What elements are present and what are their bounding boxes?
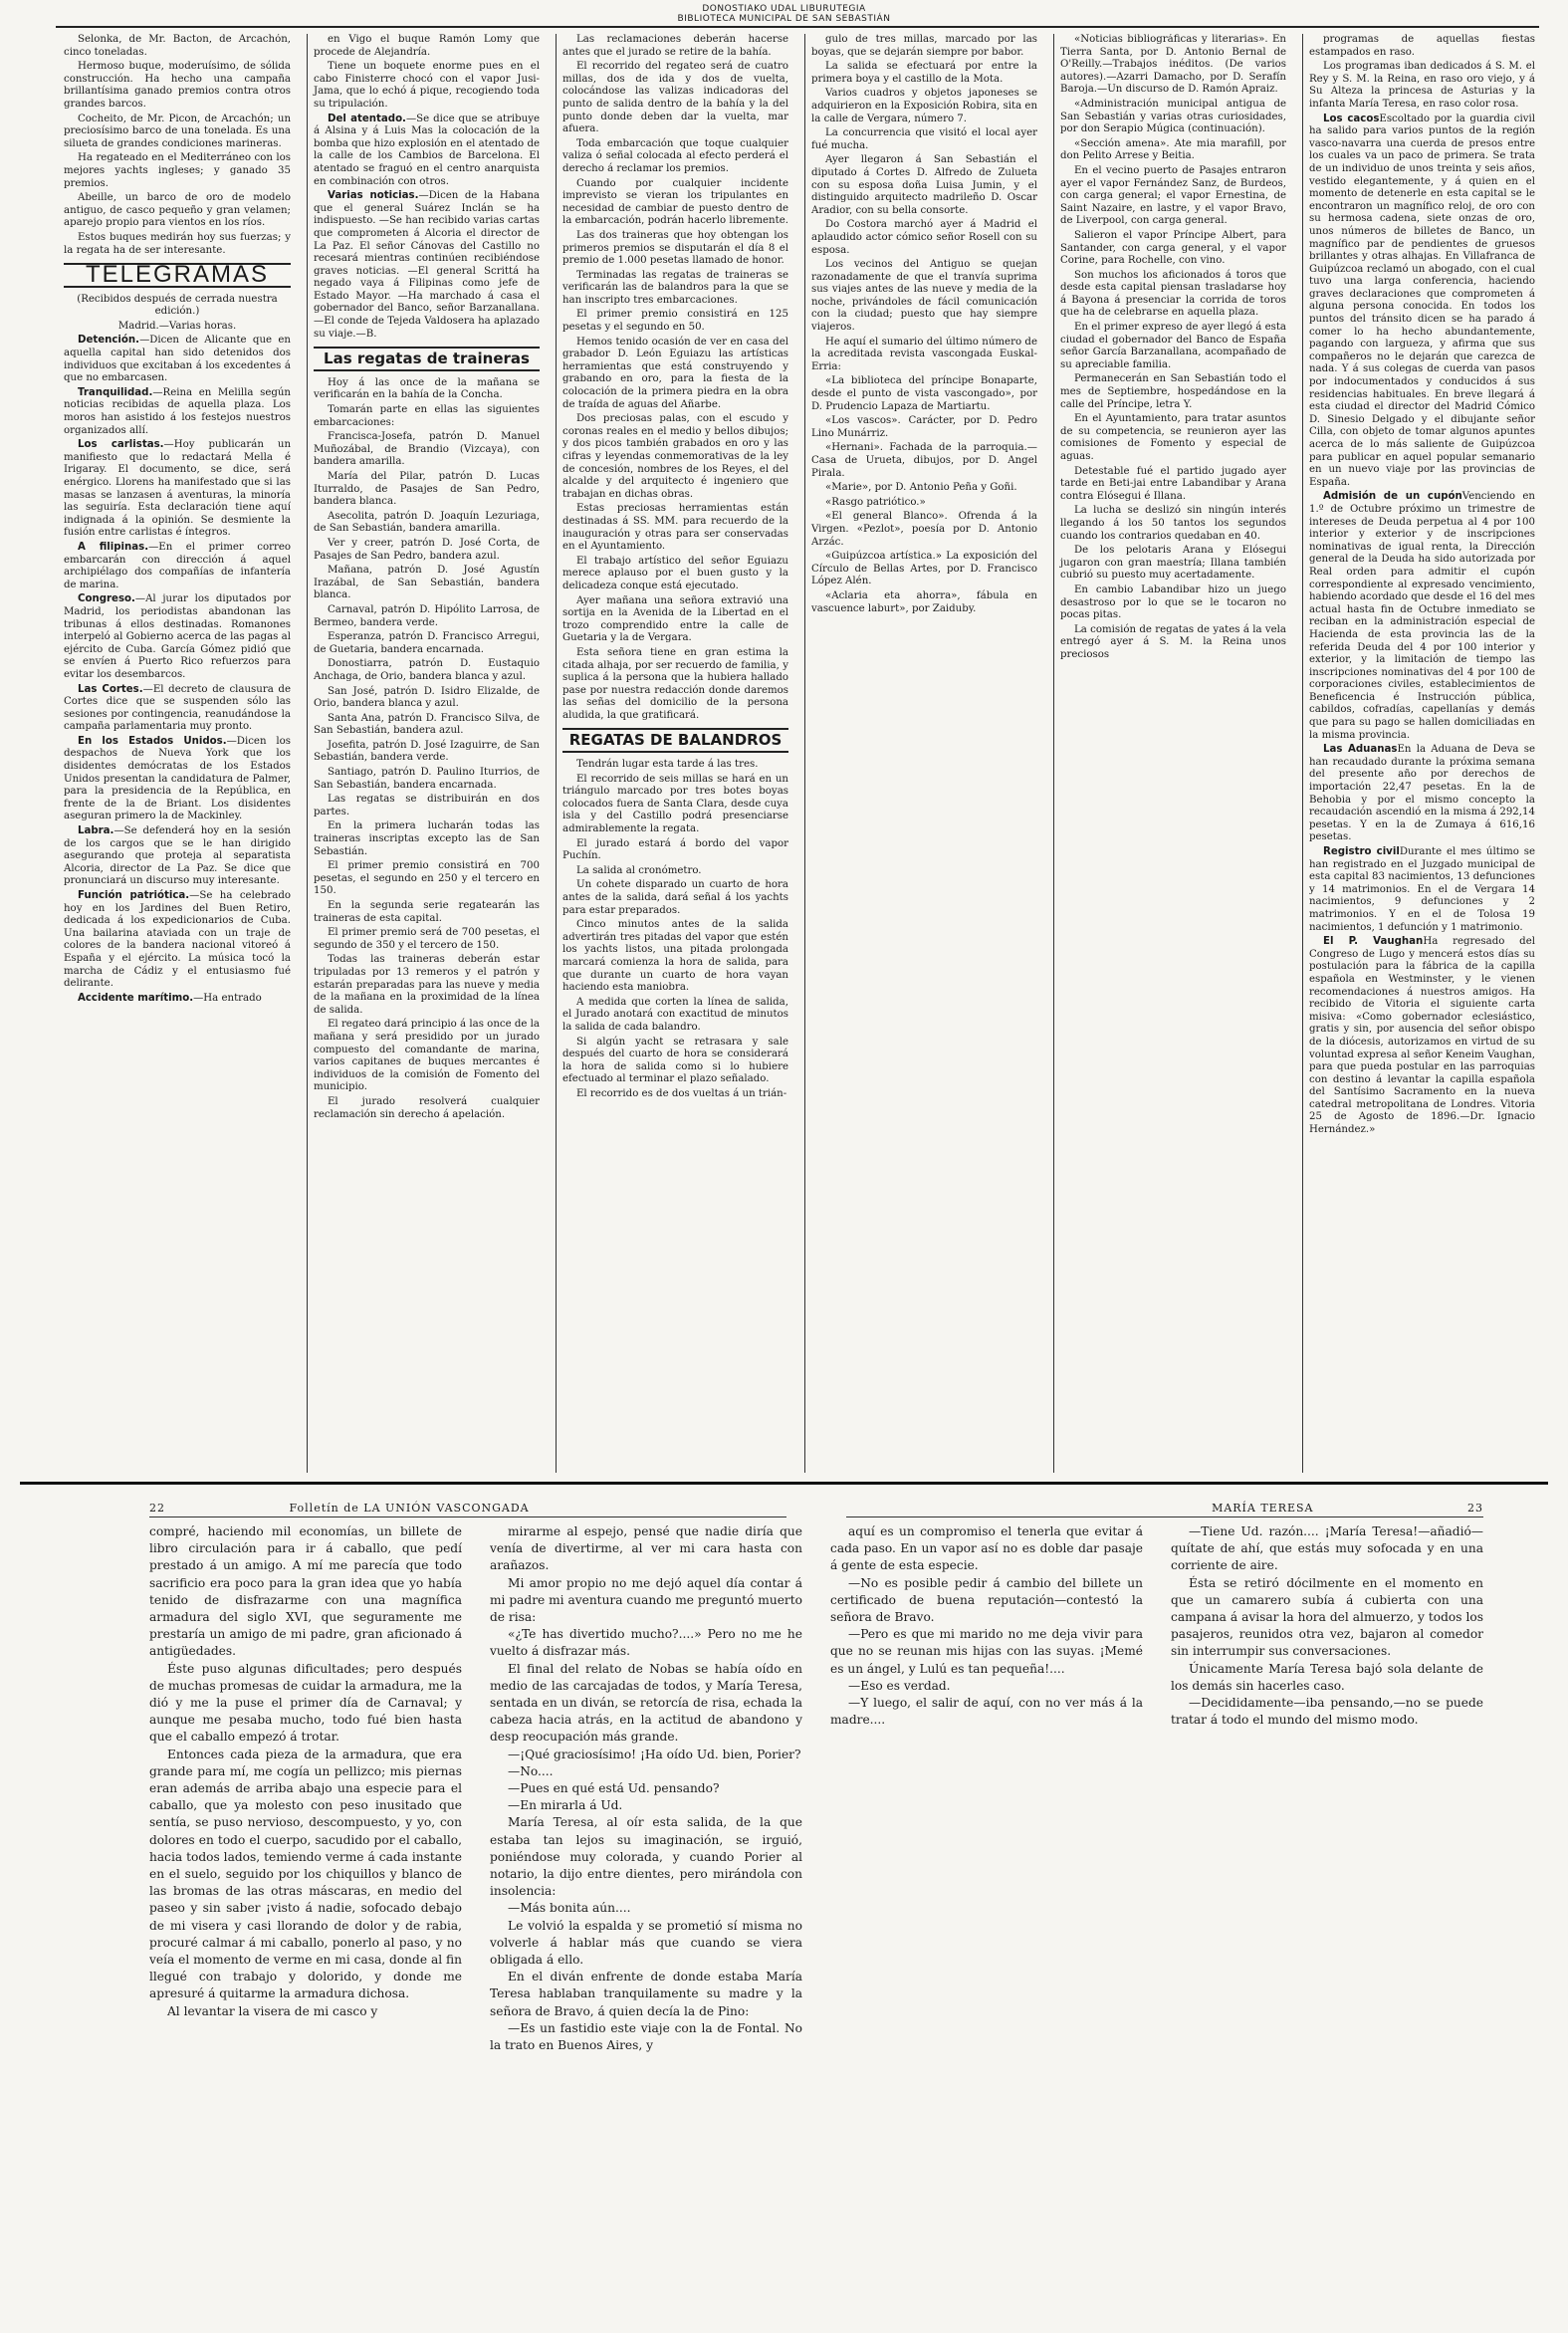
paragraph: El regateo dará principio á las once de la mañana y será presidido por un jurado compuesto del comandante de marina, varios capitanes de buques mercantes é individuos de la comisión de Fomento del municipio.	[314, 1019, 540, 1093]
paragraph: Las dos traineras que hoy obtengan los primeros premios se disputarán el día 8 el premio de 1.000 pesetas llamado de honor.	[562, 229, 788, 267]
novel-paragraph: Éste puso algunas dificultades; pero después de muchas promesas de cuidar la armadura, me la dió y me la puse el primer día de Carnaval; y aunque me pesaba mucho, todo fué bien hasta que el caballo empezó á trotar.	[149, 1661, 462, 1745]
paragraph: En la primera lucharán todas las traineras inscriptas excepto las de San Sebastián.	[314, 820, 540, 857]
paragraph: Hermoso buque, moderuísimo, de sólida construcción. Ha hecho una campaña brillantísima ganado premios contra otros grandes barcos.	[64, 61, 291, 110]
paragraph: Los programas iban dedicados á S. M. el Rey y S. M. la Reina, en raso oro viejo, y á Su Alteza la princesa de Asturias y la infanta María Teresa, en raso color rosa.	[1309, 61, 1535, 110]
paragraph: Cinco minutos antes de la salida advertirán tres pitadas del vapor que estén los yachts listos, una pitada prolongada marcará comienza la hora de salida, para que durante un cuarto de hora vayan haciendo esta maniobra.	[562, 919, 788, 994]
news-item-head: Accidente marítimo.	[78, 992, 194, 1004]
telegramas-place: Madrid.—Varias horas.	[117, 320, 237, 332]
news-item	[1309, 491, 1535, 742]
novel-paragraph: —Eso es verdad.	[848, 1678, 951, 1693]
paragraph: Santa Ana, patrón D. Francisco Silva, de San Sebastián, bandera azul.	[314, 712, 540, 737]
novel-title: MARÍA TERESA	[1212, 1502, 1314, 1515]
paragraph: María del Pilar, patrón D. Lucas Iturraldo, de Pasajes de San Pedro, bandera blanca.	[314, 471, 540, 508]
news-item-head: Tranquilidad.	[78, 386, 153, 398]
paragraph: «El general Blanco». Ofrenda á la Virgen. «Pezlot», poesía por D. Antonio Arzác.	[811, 511, 1037, 548]
news-item-text: —Dicen de Alicante que en aquella capital han sido detenidos dos individuos que excitaban á los excedentes á que no embarcasen.	[64, 335, 291, 384]
novel-paragraph: Al levantar la visera de mi casco y	[167, 2003, 378, 2018]
top-rule	[56, 26, 1539, 28]
paragraph: En el primer expreso de ayer llegó á esta ciudad el gobernador del Banco de España señor García Barzanallana, acompañado de su apreciable familia.	[1060, 322, 1286, 370]
paragraph: Ver y creer, patrón D. José Corta, de Pasajes de San Pedro, bandera azul.	[314, 537, 540, 562]
news-item-head: Labra.	[78, 825, 114, 837]
paragraph: Selonka, de Mr. Bacton, de Arcachón, cinco toneladas.	[64, 34, 291, 58]
paragraph: He aquí el sumario del último número de la acreditada revista vascongada Euskal-Erria:	[811, 336, 1037, 372]
paragraph: El jurado estará á bordo del vapor Puchín.	[562, 837, 788, 862]
paragraph: Hemos tenido ocasión de ver en casa del grabador D. León Eguiazu las artísticas herramientas que está construyendo y grabando en oro, para la fiesta de la colocación de la primera piedra en la obra de traída de aguas del Añarbe.	[562, 336, 788, 410]
paragraph: En la segunda serie regatearán las traineras de esta capital.	[314, 900, 540, 924]
paragraph: Los vecinos del Antiguo se quejan razonadamente de que el tranvía suprima sus viajes antes de las nueve y media de la noche, privándoles de fácil comunicación con la ciudad; puesto que hay siempre viajeros.	[811, 259, 1037, 334]
paragraph: De los pelotaris Arana y Elósegui jugaron con gran maestría; Illana también cubrió su puesto muy acertadamente.	[1060, 545, 1286, 582]
paragraph: «Hernani». Fachada de la parroquia.—Casa de Urueta, dibujos, por D. Angel Pirala.	[811, 442, 1037, 479]
paragraph: El recorrido es de dos vueltas á un trián-	[576, 1087, 787, 1099]
news-item-head: En los Estados Unidos.	[78, 735, 227, 747]
paragraph: Terminadas las regatas de traineras se verificarán las de balandros para la que se han inscripto tres embarcaciones.	[562, 269, 788, 306]
novel-paragraph: —Es un fastidio este viaje con la de Fontal. No la trato en Buenos Aires, y	[490, 2020, 802, 2053]
telegramas-note: (Recibidos después de cerrada nuestra edición.)	[77, 293, 278, 318]
news-item-text: —Ha entrado	[193, 992, 262, 1004]
column-6	[1302, 34, 1541, 1473]
paragraph: Varios cuadros y objetos japoneses se adquirieron en la Exposición Robira, sita en la calle de Vergara, número 7.	[811, 88, 1038, 124]
novel-paragraph: —En mirarla á Ud.	[508, 1798, 623, 1813]
paragraph: Esperanza, patrón D. Francisco Arregui, de Guetaria, bandera encarnada.	[314, 631, 540, 655]
news-item	[64, 684, 291, 734]
paragraph: La lucha se deslizó sin ningún interés llegando á los 50 tantos los segundos cuando los contrarios quedaban en 40.	[1060, 505, 1286, 542]
paragraph: Mañana, patrón D. José Agustín Irazábal, de San Sebastián, bandera blanca.	[314, 565, 540, 601]
folletin-column-3	[830, 1523, 1143, 2320]
paragraph: Carnaval, patrón D. Hipólito Larrosa, de Bermeo, bandera verde.	[314, 603, 540, 628]
news-item-text: —Reina en Melilla según noticias recibidas de aquella plaza. Los moros han asistido á los festejos nuestros organizados allí.	[64, 386, 291, 436]
news-item-head: Los cacos	[1323, 113, 1380, 124]
news-item	[64, 736, 291, 823]
novel-paragraph: Entonces cada pieza de la armadura, que era grande para mí, me cogía un pellizco; mis piernas eran además de arriba abajo una especie para el caballo, que ya molesto con peso inusitado que sentía, se puso nervioso, descompuesto, y yo, con dolores en todo el cuerpo, sacudido por el caballo, hacia todos lados, temiendo verme á cada instante en el suelo, seguido por los chiquillos y blanco de las bromas de las otras máscaras, en medio del paseo y sin saber ¡visto á nadie, sofocado debajo de mi visera y casi llorando de dolor y de rabia, procuré calmar á mi caballo, ponerlo al paso, y no veía el momento de verme en mi casa, donde al fin llegué con trabajo y dolorido, y donde me apresuré á quitarme la armadura dichosa.	[149, 1747, 462, 2001]
paragraph: «La biblioteca del príncipe Bonaparte, desde el punto de vista vascongado», por D. Prudencio Lapaza de Martiartu.	[811, 375, 1037, 412]
novel-paragraph: compré, haciendo mil economías, un billete de libro circulación para ir á caballo, que pedí prestado á un amigo. A mí me parecía que todo sacrificio era poco para la gran idea que yo había tenido de disfrazarme con una magnífica armadura del siglo XVI, que seguramente me prestaría un amigo de mi padre, gran aficionado á antigüedades.	[149, 1524, 462, 1659]
paragraph: El jurado resolverá cualquier reclamación sin derecho á apelación.	[314, 1095, 540, 1120]
novel-paragraph: Mi amor propio no me dejó aquel día contar á mi padre mi aventura cuando me preguntó muerto de risa:	[490, 1575, 802, 1625]
paragraph: «Guipúzcoa artística.» La exposición del Círculo de Bellas Artes, por D. Francisco López Alén.	[811, 551, 1037, 587]
news-item-text: Durante el mes último se han registrado en el Juzgado municipal de esta capital 83 nacimientos, 13 defunciones y 14 matrimonios. En el de Vergara 14 nacimientos, 9 defunciones y 2 matrimonios. Y en el de Tolosa 19 nacimientos, 1 defunción y 1 matrimonio.	[1309, 846, 1535, 933]
paragraph: Dos preciosas palas, con el escudo y coronas reales en el medio y bellos dibujos; y dos picos también grabados en oro y las cifras y leyendas conmemorativas de la ley de concesión, nombres de los Reyes, el del alcalde y del arquitecto é ingeniero que trabajan en dichas obras.	[562, 413, 788, 500]
news-item	[64, 387, 291, 437]
paragraph: Un cohete disparado un cuarto de hora antes de la salida, dará señal á los yachts para estar preparados.	[562, 879, 788, 916]
news-item-text: —Se defenderá hoy en la sesión de los cargos que se le han dirigido asegurando que proteja al separatista Alcoria, director de La Paz. Se dice que pronunciará un discurso muy interesante.	[64, 825, 291, 887]
page-number-left: 22	[149, 1502, 165, 1515]
novel-paragraph: —Pero es que mi marido no me deja vivir para que no se reunan mis hijas con las suyas. ¡Memé es un ángel, y Lulú es tan pequeña!....	[830, 1627, 1143, 1676]
novel-paragraph: Le volvió la espalda y se prometió sí misma no volverle á hablar más que cuando se viera obligada á ello.	[490, 1918, 802, 1968]
news-item-head: El P. Vaughan	[1323, 936, 1424, 948]
paragraph: El primer premio consistirá en 125 pesetas y el segundo en 50.	[562, 309, 788, 334]
news-item	[64, 593, 291, 681]
novel-paragraph: —Tiene Ud. razón.... ¡María Teresa!—añadió—quítate de ahí, que estás muy sofocada y en una corriente de aire.	[1171, 1524, 1483, 1573]
paragraph: Ha regateado en el Mediterráneo con los mejores yachts ingleses; y ganado 35 premios.	[64, 152, 291, 189]
paragraph: En el Ayuntamiento, para tratar asuntos de su competencia, se reunieron ayer las comisiones de Fomento y especial de aguas.	[1060, 413, 1286, 462]
news-item-head: Congreso.	[78, 593, 135, 605]
folletin-column-1	[149, 1523, 462, 2320]
paragraph: Abeille, un barco de oro de modelo antiguo, de casco pequeño y gran velamen; aparejo propio para vientos en los ríos.	[64, 192, 291, 229]
novel-paragraph: mirarme al espejo, pensé que nadie diría que venía de divertirme, al ver mi cara hasta con arañazos.	[490, 1524, 802, 1573]
column-5	[1053, 34, 1292, 1473]
paragraph: Si algún yacht se retrasara y sale después del cuarto de hora se considerará la hora de salida como si lo hubiere efectuado al terminar el plazo señalado.	[562, 1036, 788, 1085]
paragraph: La salida al cronómetro.	[576, 864, 702, 876]
paragraph: «Rasgo patriótico.»	[825, 496, 926, 508]
column-3	[556, 34, 794, 1473]
paragraph: Tomarán parte en ellas las siguientes embarcaciones:	[314, 404, 540, 428]
paragraph: Salieron el vapor Príncipe Albert, para Santander, con carga general, y el vapor Corine, para Rochelle, con vino.	[1060, 229, 1286, 267]
news-item	[1309, 114, 1535, 490]
news-item	[1309, 744, 1535, 844]
paragraph: El recorrido del regateo será de cuatro millas, dos de ida y dos de vuelta, colocándose las valizas indicadoras del punto de salida dentro de la bahía y la del punto donde deben dar la vuelta, mar afuera.	[562, 61, 788, 135]
novel-paragraph: —Más bonita aún....	[508, 1901, 631, 1916]
paragraph: Tendrán lugar esta tarde á las tres.	[576, 759, 759, 771]
news-item	[314, 114, 540, 189]
paragraph: Asecolita, patrón D. Joaquín Lezuriaga, de San Sebastián, bandera amarilla.	[314, 510, 540, 535]
novel-paragraph: María Teresa, al oír esta salida, de la que estaba tan lejos su imaginación, se irguió, poniéndose muy colorada, y cuando Porier al notario, la dijo entre dientes, pero mirándola con insolencia:	[490, 1815, 802, 1899]
news-item	[314, 190, 540, 341]
paragraph: Santiago, patrón D. Paulino Iturrios, de San Sebastián, bandera encarnada.	[314, 767, 540, 791]
paragraph: «Marie», por D. Antonio Peña y Goñi.	[825, 482, 1017, 494]
novel-paragraph: Únicamente María Teresa bajó sola delante de los demás sin hacerles caso.	[1171, 1661, 1483, 1693]
paragraph: Donostiarra, patrón D. Eustaquio Anchaga, de Orio, bandera blanca y azul.	[314, 658, 540, 682]
paragraph: A medida que corten la línea de salida, el Jurado anotará con exactitud de minutos la salida de cada balandro.	[562, 996, 788, 1033]
news-item	[64, 335, 291, 384]
news-item	[1309, 846, 1535, 934]
paragraph: «Sección amena». Ate mia marafill, por don Pelito Arrese y Beitia.	[1060, 137, 1286, 162]
news-item-head: A filipinas.	[78, 541, 149, 553]
news-item-head: Detención.	[78, 335, 140, 347]
news-item-head: Varias noticias.	[328, 190, 419, 202]
paragraph: Todas las traineras deberán estar tripuladas por 13 remeros y el patrón y estarán preparadas para las nueve y media de la mañana en la proximidad de la línea de salida.	[314, 954, 540, 1016]
column-1	[58, 34, 297, 1473]
news-item-text: —El decreto de clausura de Cortes dice que se suspenden sólo las sesiones por contingencia, reanudándose la campaña parlamentaria muy pronto.	[64, 683, 291, 733]
news-item	[64, 542, 291, 591]
paragraph: Estos buques medirán hoy sus fuerzas; y la regata ha de ser interesante.	[64, 231, 291, 256]
novel-paragraph: El final del relato de Nobas se había oído en medio de las carcajadas de todos, y María Teresa, sentada en un diván, se retorcía de risa, echada la cabeza hacia atrás, en la actitud de abandono y desp reocupación más grande.	[490, 1661, 802, 1745]
paragraph: San José, patrón D. Isidro Elizalde, de Orio, bandera blanca y azul.	[314, 685, 540, 710]
novel-paragraph: aquí es un compromiso el tenerla que evitar á cada paso. En un vapor así no es doble dar pasaje á gente de esta especie.	[830, 1524, 1143, 1573]
paragraph: Hoy á las once de la mañana se verificarán en la bahía de la Concha.	[314, 376, 540, 401]
paragraph: «Administración municipal antigua de San Sebastián y varias otras curiosidades, por don Serapio Múgica (continuación).	[1060, 98, 1286, 135]
novel-paragraph: —Decididamente—iba pensando,—no se puede tratar á todo el mundo del mismo modo.	[1171, 1696, 1483, 1728]
news-item-text: —Se ha celebrado hoy en los Jardines del Buen Retiro, dedicada á los expedicionarios de Cuba. Una bailarina ataviada con un traje de colores de la bandera nacional vitoreó á España y el ejército. La música tocó la marcha de Cádiz y el entusiasmo fué delirante.	[64, 890, 291, 990]
news-item-head: Del atentado.	[328, 113, 406, 124]
news-item-head: Los carlistas.	[78, 439, 164, 451]
news-item-text: —Dicen de la Habana que el general Suárez Inclán se ha indispuesto. —Se han recibido varias cartas que comprometen á Alcoria el director de La Paz. El señor Cánovas del Castillo no recesará mientras continúen recibiéndose graves noticias. —El general Scrittá ha negado vaya á Filipinas como jefe de Estado Mayor. —Ha marchado á casa el gobernador del Banco, señor Barzanallana. —El conde de Tejeda Valdosera ha aplazado su viaje.—B.	[314, 190, 541, 340]
stamp-line-2: BIBLIOTECA MUNICIPAL DE SAN SEBASTIÁN	[677, 14, 891, 24]
newspaper-columns	[58, 34, 1541, 1473]
paragraph: El primer premio será de 700 pesetas, el segundo de 350 y el tercero de 150.	[314, 927, 540, 951]
paragraph: «Los vascos». Carácter, por D. Pedro Lino Munárriz.	[811, 415, 1037, 439]
paragraph: En cambio Labandibar hizo un juego desastroso por lo que se le tocaron no pocas pitas.	[1060, 583, 1286, 621]
novel-paragraph: —¡Qué graciosísimo! ¡Ha oído Ud. bien, Porier?	[508, 1747, 801, 1761]
folletin-divider	[20, 1482, 1548, 1485]
stamp-line-1: DONOSTIAKO UDAL LIBURUTEGIA	[702, 4, 866, 14]
novel-paragraph: —No es posible pedir á cambio del billete un certificado de buena reputación—contestó la señora de Bravo.	[830, 1575, 1143, 1625]
paragraph: Toda embarcación que toque cualquier valiza ó señal colocada al efecto perderá el derecho á reclamar los premios.	[562, 137, 788, 174]
paragraph: Francisca-Josefa, patrón D. Manuel Muñozábal, de Brandio (Vizcaya), con bandera amarilla.	[314, 431, 540, 468]
novel-paragraph: «¿Te has divertido mucho?....» Pero no me he vuelto á disfrazar más.	[490, 1627, 802, 1659]
paragraph: La concurrencia que visitó el local ayer fué mucha.	[811, 127, 1037, 151]
paragraph: El trabajo artístico del señor Eguiazu merece aplauso por el buen gusto y la delicadeza conque está ejecutado.	[562, 555, 788, 591]
news-item-text: —Dicen los despachos de Nueva York que los disidentes demócratas de los Estados Unidos presentan la candidatura de Palmer, para la presidencia de la República, en frente de la de Briant. Los disidentes aseguran primero la de Mackinley.	[64, 735, 291, 822]
paragraph: Son muchos los aficionados á toros que desde esta capital piensan trasladarse hoy á Bayona á presenciar la corrida de toros que ha de celebrarse en aquella plaza.	[1060, 269, 1286, 319]
paragraph: Esta señora tiene en gran estima la citada alhaja, por ser recuerdo de familia, y suplica á la persona que la hubiera hallado pase por nuestra redacción donde daremos las señas del domicilio de la persona aludida, la que gratificará.	[562, 646, 788, 721]
paragraph: «Aclaria eta ahorra», fábula en vascuence laburt», por Zaiduby.	[811, 589, 1037, 614]
regatas-balandros-heading: REGATAS DE BALANDROS	[562, 728, 788, 753]
folletin-left-header	[149, 1502, 786, 1517]
page-number-right: 23	[1467, 1502, 1483, 1515]
paragraph: Las regatas se distribuirán en dos partes.	[314, 794, 540, 817]
paragraph: Josefita, patrón D. José Izaguirre, de San Sebastián, bandera verde.	[314, 739, 540, 764]
paragraph: Cuando por cualquier incidente imprevisto se vieran los tripulantes en necesidad de cambiar de puesto dentro de la embarcación, podrán hacerlo libremente.	[562, 177, 788, 227]
news-item-text: —Se dice que se atribuye á Alsina y á Luis Mas la colocación de la bomba que hizo explosión en el atentado de la calle de los Cambios de Barcelona. El atentado se fraguó en el centro anarquista en combinación con otros.	[314, 113, 540, 187]
paragraph: Permanecerán en San Sebastián todo el mes de Septiembre, hospedándose en la calle del Príncipe, letra Y.	[1060, 373, 1286, 410]
folletin-column-4	[1171, 1523, 1483, 2320]
folletin-title: Folletín de LA UNIÓN VASCONGADA	[289, 1502, 530, 1515]
novel-paragraph: —No....	[508, 1763, 554, 1778]
news-item-head: Admisión de un cupón	[1323, 491, 1462, 503]
news-item-text: —En el primer correo embarcarán con dirección á aquel archipiélago dos compañías de infantería de marina.	[64, 541, 292, 590]
news-item-head: Función patriótica.	[78, 890, 190, 901]
paragraph: Do Costora marchó ayer á Madrid el aplaudido actor cómico señor Rosell con su esposa.	[811, 219, 1037, 256]
folletin-column-2	[490, 1523, 802, 2320]
paragraph: Tiene un boquete enorme pues en el cabo Finisterre chocó con el vapor Jusi-Jama, que lo echó á pique, recogiendo toda su tripulación.	[314, 61, 540, 110]
paragraph: gulo de tres millas, marcado por las boyas, que se dejarán siempre por babor.	[811, 34, 1037, 58]
news-item-head: Las Aduanas	[1323, 744, 1398, 756]
column-4	[804, 34, 1043, 1473]
news-item	[64, 890, 291, 991]
folletin-right-header	[846, 1502, 1483, 1517]
paragraph: programas de aquellas fiestas estampados en raso.	[1309, 34, 1535, 58]
paragraph: La comisión de regatas de yates á la vela entregó ayer á S. M. la Reina unos preciosos	[1060, 623, 1286, 660]
paragraph: Las reclamaciones deberán hacerse antes que el jurado se retire de la bahía.	[562, 34, 788, 58]
novel-paragraph: —Pues en qué está Ud. pensando?	[508, 1781, 720, 1796]
news-item	[64, 825, 291, 888]
news-item	[64, 993, 291, 1006]
news-item-head: Las Cortes.	[78, 683, 143, 695]
news-item-text: Escoltado por la guardia civil ha salido para varios puntos de la región vasco-navarra una cuerda de presos entre los cuales va un paco de primera. Se trata de un individuo de unos treinta y seis años, vestido elegantemente, y á quien en el momento de detenerle en esta capital se le encontraron un magnífico reloj, de oro con su hermosa cadena, siete onzas de oro, unos números de billetes de Banco, un magnífico par de pendientes de gruesos brillantes y otras alhajas. En Villafranca de Guipúzcoa reclamó un abogado, con el cual tuvo una larga conferencia, haciendo graves declaraciones que comprometen á alguna persona conocida. En todos los puntos del tránsito dicen se ha parado á comer lo ha hecho abundantemente, pagando con largueza, y afirma que sus compañeros no le dejarán que carezca de nada. Y á sus colegas de cuerda van pasos por indocumentados y conducidos á sus residencias habituales. En breve llegará á esta ciudad el director del Madrid Cómico D. Sinesio Delgado y el dibujante señor Cilla, con objeto de tomar algunos apuntes acerca de lo más saliente de Guipúzcoa para publicar en aquel popular semanario en un nuevo viaje por las provincias de España.	[1309, 113, 1535, 488]
novel-paragraph: En el diván enfrente de donde estaba María Teresa hablaban tranquilamente su madre y la señora de Bravo, á quien decía la de Pino:	[490, 1970, 802, 2018]
novel-paragraph: Ésta se retiró dócilmente en el momento en que un camarero subía á cubierta con una campana á avisar la hora del almuerzo, y todos los pasajeros, reunidos otra vez, bajaron al comedor sin interrumpir sus conversaciones.	[1171, 1575, 1483, 1659]
news-item-text: Ha regresado del Congreso de Lugo y mencerá estos días su postulación para la fábrica de la capilla española en Westminster, y le vienen recomendaciones á nuestros amigos. Ha recibido de Vitoria el siguiente carta misiva: «Como gobernador eclesiástico, gratis y sin, por ausencia del señor obispo de la diócesis, autorizamos en virtud de su voluntad expresa al señor Keneim Vaughan, para que pueda postular en las parroquias con destino á levantar la capilla española del Santísimo Sacramento en la nueva catedral metropolitana de Londres. Vitoria 25 de Agosto de 1896.—Dr. Ignacio Hernández.»	[1309, 936, 1535, 1136]
news-item-head: Registro civil	[1323, 846, 1400, 857]
paragraph: Detestable fué el partido jugado ayer tarde en Beti-jai entre Labandibar y Arana contra Elósegui é Illana.	[1060, 465, 1286, 502]
paragraph: Cocheito, de Mr. Picon, de Arcachón; un preciosísimo barco de una tonelada. Es una silueta de grandes condiciones marineras.	[64, 113, 291, 149]
paragraph: La salida se efectuará por entre la primera boya y el castillo de la Mota.	[811, 61, 1037, 85]
news-item-text: Venciendo en 1.º de Octubre próximo un trimestre de intereses de Deuda perpetua al 4 por 100 interior y exterior y de inscripciones nominativas de igual renta, la Dirección general de la Deuda ha sido autorizada por Real orden para admitir el cupón correspondiente al expresado vencimiento, habiendo acordado que desde el 16 del mes actual hasta fin de Octubre inmediato se reciban en la administración especial de Hacienda de esta provincia las de la referida Deuda del 4 por 100 interior y exterior, y la limitación de tiempo las inscripciones nominativas del 4 por 100 de corporaciones civiles, establecimientos de Beneficencia é Instrucción pública, cabildos, cofradías, capellanías y demás que para su pago se hallen domiciliadas en la misma provincia.	[1309, 491, 1535, 741]
news-item-text: —Hoy publicarán un manifiesto que lo redactará Mella é Irigaray. El documento, se dice, será enérgico. Llorens ha manifestado que si las masas se lanzasen á aventuras, la minoría las seguiría. Esta declaración tiene aquí indignada á la opinión. Se desmiente la fusión entre carlistas é íntegros.	[64, 439, 292, 539]
novel-paragraph: —Y luego, el salir de aquí, con no ver más á la madre....	[830, 1696, 1143, 1728]
regatas-traineras-heading: Las regatas de traineras	[314, 347, 540, 371]
paragraph: El primer premio consistirá en 700 pesetas, el segundo en 250 y el tercero en 150.	[314, 860, 540, 897]
telegramas-heading: TELEGRAMAS	[64, 263, 291, 288]
paragraph: «Noticias bibliográficas y literarias». En Tierra Santa, por D. Antonio Bernal de O'Reilly.—Trabajos inéditos. (De varios autores).—Azarri Damacho, por D. Serafín Baroja.—Un discurso de D. Ramón Apraiz.	[1060, 34, 1286, 96]
column-2	[307, 34, 546, 1473]
library-stamp	[0, 4, 1568, 24]
paragraph: en Vigo el buque Ramón Lomy que procede de Alejandría.	[314, 34, 540, 58]
paragraph: Ayer mañana una señora extravió una sortija en la Avenida de la Libertad en el trozo comprendido entre la calle de Guetaria y la de Vergara.	[562, 594, 788, 644]
news-item	[64, 439, 291, 540]
paragraph: El recorrido de seis millas se hará en un triángulo marcado por tres botes boyas colocados fuera de Santa Clara, desde cuya isla y del Castillo podrá presenciarse admirablemente la regata.	[562, 773, 788, 835]
news-item-text: En la Aduana de Deva se han recaudado durante la próxima semana del presente año por derechos de importación 22,47 pesetas. En la de Behobia y por el mismo concepto la recaudación ascendió en la misma á 292,14 pesetas. Y en la de Zumaya á 616,16 pesetas.	[1309, 744, 1535, 843]
folletin-section	[149, 1523, 1483, 2320]
paragraph: Ayer llegaron á San Sebastián el diputado á Cortes D. Alfredo de Zulueta con su esposa doña Luisa Jumin, y el distinguido arquitecto madrileño D. Oscar Aradior, con su bella consorte.	[811, 154, 1037, 216]
paragraph: En el vecino puerto de Pasajes entraron ayer el vapor Fernández Sanz, de Burdeos, con carga general; el vapor Ernestina, de Saint Nazaire, en lastre, y el vapor Bravo, de Liverpool, con carga general.	[1060, 164, 1286, 227]
news-item-text: —Al jurar los diputados por Madrid, los periodistas abandonan las tribunas á ellos destinadas. Romanones interpeló al Gobierno acerca de las pagas al ejército de Cuba. García Gómez pidió que se envíen á Puerto Rico refuerzos para evitar los desembarcos.	[64, 593, 291, 680]
paragraph: Estas preciosas herramientas están destinadas á SS. MM. para recuerdo de la inauguración y otras para ser conservadas en el Ayuntamiento.	[562, 503, 788, 553]
news-item	[1309, 936, 1535, 1137]
